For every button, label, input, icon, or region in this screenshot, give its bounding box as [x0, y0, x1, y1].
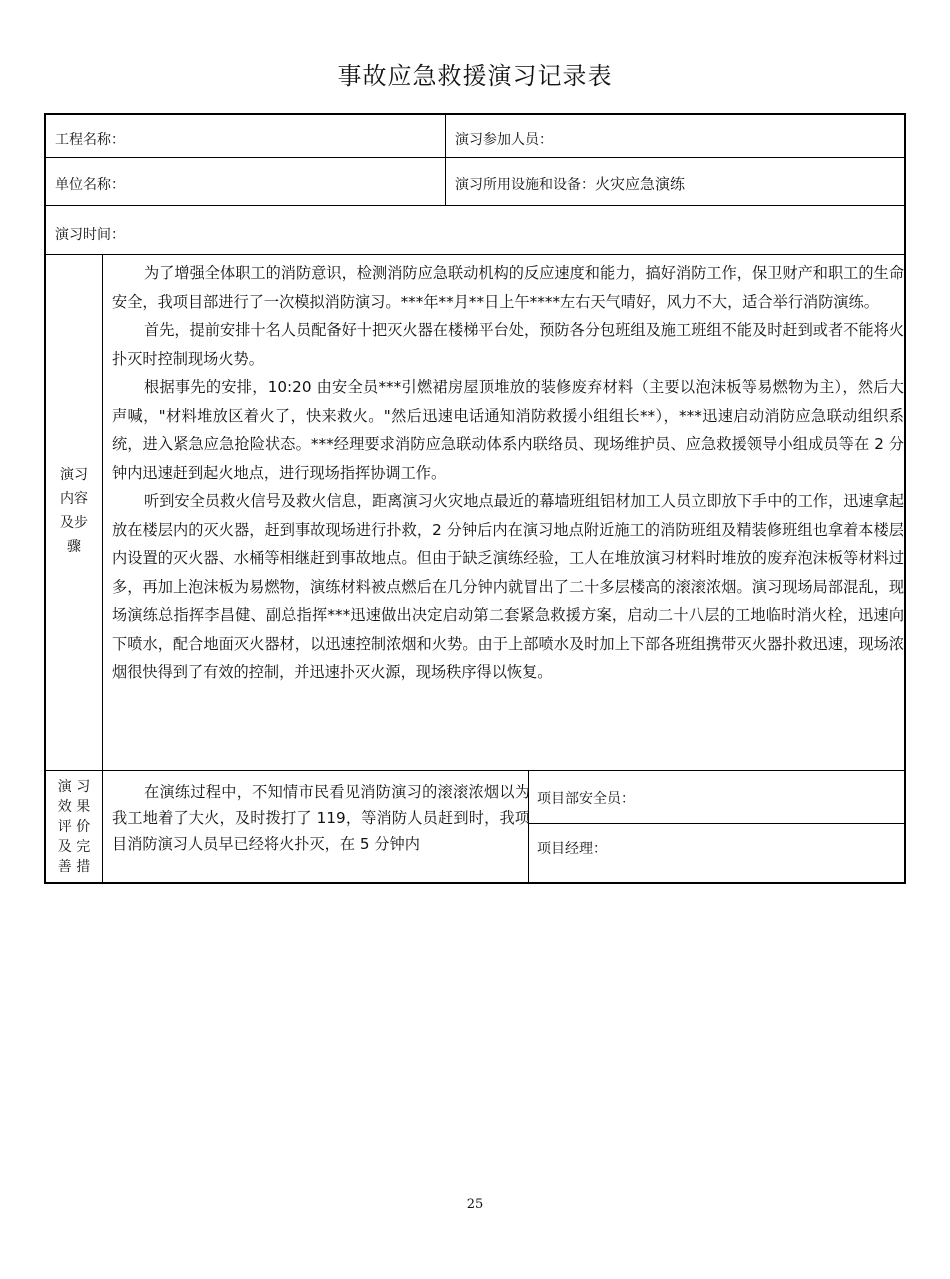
content-label-line: 内容 — [60, 491, 88, 507]
content-label-line: 及步 — [60, 515, 88, 531]
signature-divider — [528, 823, 904, 824]
page-title: 事故应急救援演习记录表 — [337, 62, 613, 90]
facilities-value: 火灾应急演练 — [595, 175, 686, 193]
evaluation-label-line: 评 价 — [57, 819, 91, 835]
evaluation-text — [112, 779, 530, 883]
project-manager-label: 项目经理： — [537, 841, 607, 857]
label-column-divider — [102, 255, 103, 770]
evaluation-label-line: 善 措 — [57, 859, 91, 875]
content-paragraph: 为了增强全体职工的消防意识，检测消防应急联动机构的反应速度和能力，搞好消防工作，保卫财产和职工的生命安全，我项目部进行了一次模拟消防演习。***年**月**日上午****左右天气晴好，风力不大，适合举行消防演练。 — [112, 264, 904, 311]
drill-content-text — [112, 259, 904, 687]
facilities-label: 演习所用设施和设备： — [455, 177, 595, 193]
evaluation-section-label — [46, 777, 102, 877]
label-column-divider — [102, 771, 103, 882]
page-number: 25 — [466, 1197, 484, 1212]
content-paragraph: 根据事先的安排，10:20 由安全员***引燃裙房屋顶堆放的装修废弃材料（主要以泡沫板等易燃物为主），然后大声喊，"材料堆放区着火了，快来救火。"然后迅速电话通知消防救援小组组长**），***迅速启动消防应急联动组织系统，进入紧急应急抢险状态。***经理要求消防应急联动体系内联络员、现场维护员、应急救援领导小组成员等在 2 分钟内迅速赶到起火地点，进行现场指挥协调工作。 — [112, 378, 904, 482]
evaluation-label-line: 效 果 — [57, 799, 91, 815]
facilities-field — [455, 173, 685, 194]
row-drill-time — [46, 206, 904, 255]
evaluation-label-line: 及 完 — [57, 839, 91, 855]
project-name-label: 工程名称： — [55, 132, 125, 148]
drill-record-table — [44, 113, 906, 884]
drill-time-label: 演习时间： — [55, 227, 125, 243]
row-project-participants — [46, 115, 904, 158]
column-divider — [445, 158, 446, 205]
evaluation-label-line: 演 习 — [57, 779, 91, 795]
content-paragraph: 听到安全员救火信号及救火信息，距离演习火灾地点最近的幕墙班组铝材加工人员立即放下手中的工作，迅速拿起放在楼层内的灭火器，赶到事故现场进行扑救，2 分钟后内在演习地点附近施工的消防班组及精装修班组也拿着本楼层内设置的灭火器、水桶等相继赶到事故地点。但由于缺乏演练经验，工人在堆放演习材料时堆放的废弃泡沫板等材料过多，再加上泡沫板为易燃物，演练材料被点燃后在几分钟内就冒出了二十多层楼高的滚滚浓烟。演习现场局部混乱，现场演练总指挥李昌健、副总指挥***迅速做出决定启动第二套紧急救援方案，启动二十八层的工地临时消火栓，迅速向下喷水，配合地面灭火器材，以迅速控制浓烟和火势。由于上部喷水及时加上下部各班组携带灭火器扑救迅速，现场浓烟很快得到了有效的控制，并迅速扑灭火源，现场秩序得以恢复。 — [112, 492, 904, 681]
content-label-line: 骤 — [67, 539, 81, 555]
content-paragraph: 首先，提前安排十名人员配备好十把灭火器在楼梯平台处，预防各分包班组及施工班组不能及时赶到或者不能将火扑灭时控制现场火势。 — [112, 321, 904, 368]
participants-label: 演习参加人员： — [455, 132, 553, 148]
content-label-line: 演习 — [60, 467, 88, 483]
evaluation-paragraph: 在演练过程中，不知情市民看见消防演习的滚滚浓烟以为我工地着了大火，及时拨打了 119，等消防人员赶到时，我项目消防演习人员早已经将火扑灭，在 5 分钟内 — [112, 783, 530, 853]
row-unit-facilities — [46, 158, 904, 206]
safety-officer-label: 项目部安全员： — [537, 791, 635, 807]
content-section-label — [46, 463, 102, 559]
unit-name-label: 单位名称： — [55, 177, 125, 193]
column-divider — [445, 115, 446, 157]
